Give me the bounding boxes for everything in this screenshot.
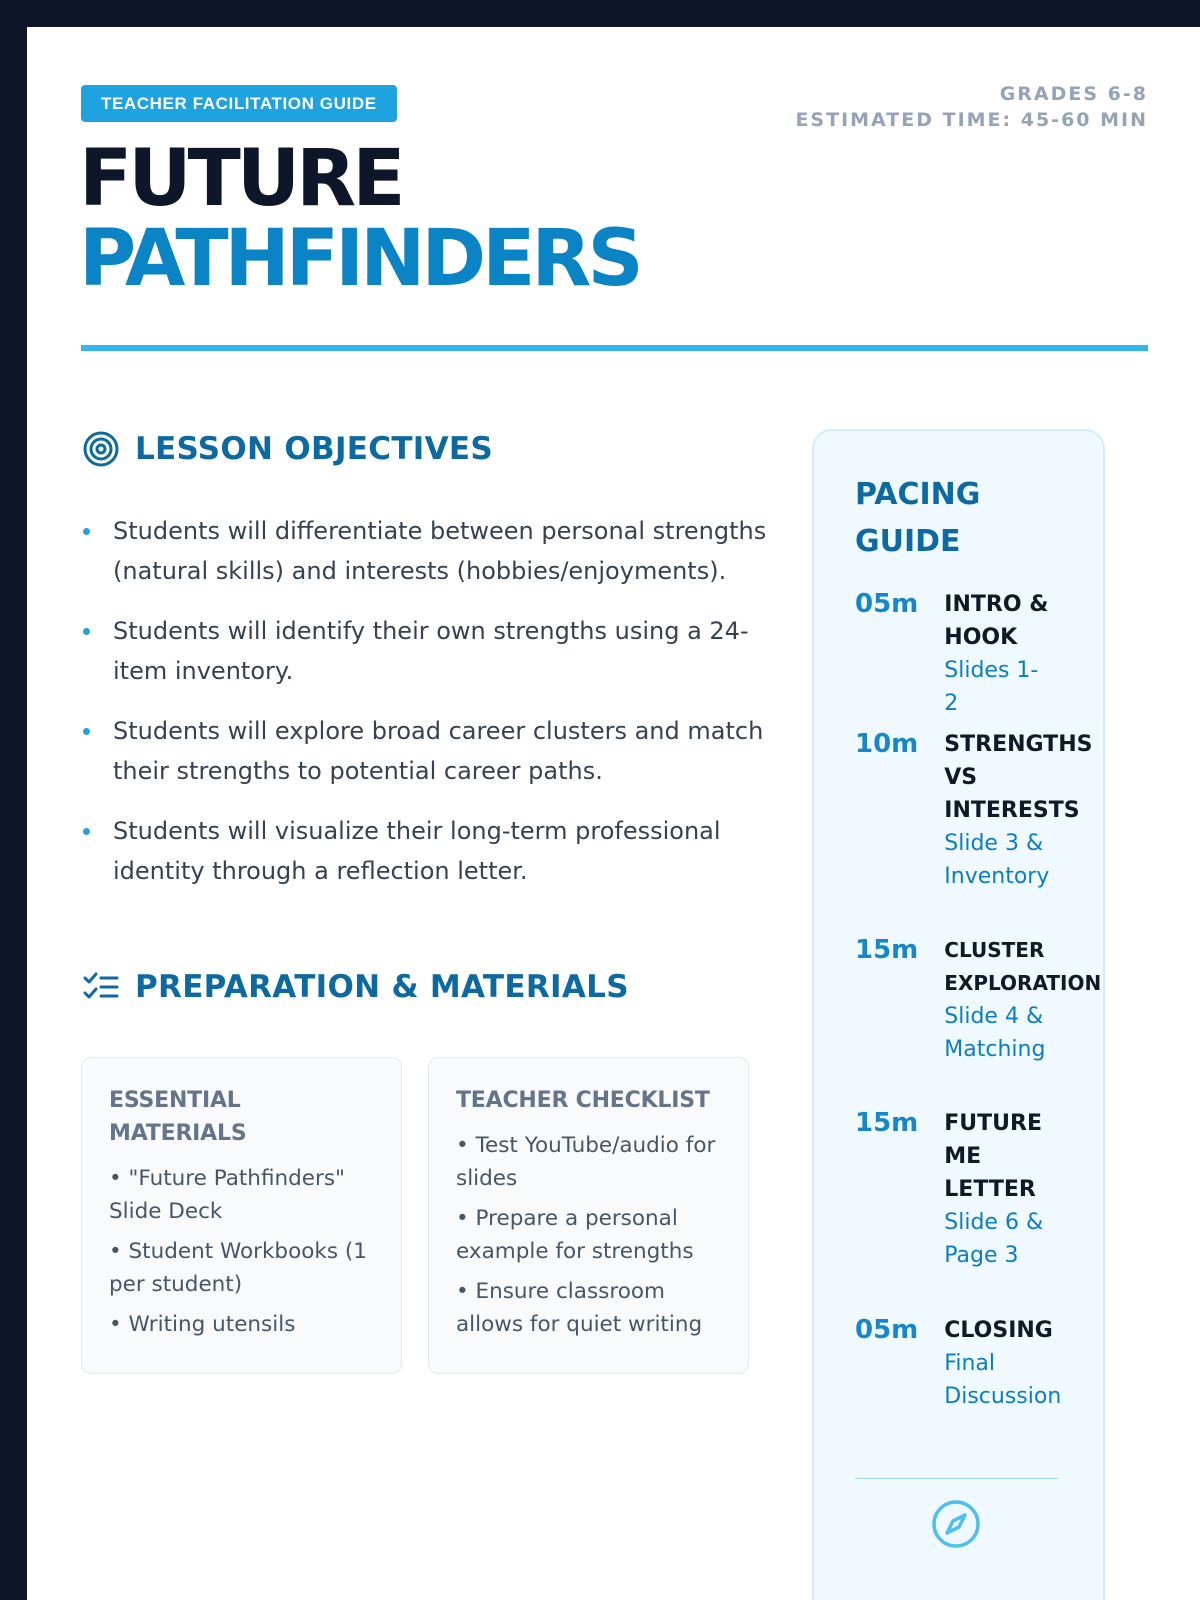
title-line-1: FUTURE (79, 134, 402, 224)
list-item: • Prepare a personal example for strengths (456, 1206, 694, 1264)
header-divider (81, 345, 1148, 351)
pacing-activity: INTRO & HOOK (944, 592, 1049, 650)
essential-materials-title: ESSENTIAL MATERIALS (109, 1088, 247, 1146)
compass-icon (930, 1498, 982, 1550)
pacing-item (855, 588, 1052, 720)
materials-heading-text: PREPARATION & MATERIALS (135, 969, 629, 1005)
pacing-item (855, 1314, 1072, 1413)
pacing-guide-panel (812, 429, 1105, 1600)
pacing-activity: CLOSING (944, 1318, 1053, 1343)
objectives-heading (81, 429, 493, 469)
target-icon (81, 429, 121, 469)
page-title (79, 134, 640, 304)
list-item: Students will explore broad career clusters and match their strengths to potential career paths. (81, 711, 771, 791)
pacing-activity: FUTURE ME LETTER (944, 1111, 1043, 1202)
pacing-time: 05m (855, 589, 919, 619)
pacing-time: 15m (855, 935, 919, 965)
list-item: Students will identify their own strengths using a 24-item inventory. (81, 611, 771, 691)
pacing-time: 05m (855, 1315, 919, 1345)
guide-page (27, 27, 1200, 1600)
pacing-slides: Slide 6 & Page 3 (944, 1210, 1044, 1268)
list-item: • Ensure classroom allows for quiet writing (456, 1279, 703, 1337)
guide-badge: TEACHER FACILITATION GUIDE (81, 85, 397, 122)
bullet-icon (83, 628, 90, 635)
pacing-item (855, 934, 1102, 1066)
title-line-2: PATHFINDERS (79, 214, 640, 304)
pacing-slides: Slide 3 & Inventory (944, 831, 1050, 889)
pacing-activity: STRENGTHS VS INTERESTS (944, 732, 1093, 823)
list-item: Students will differentiate between personal strengths (natural skills) and interests (hobbies/enjoyments). (81, 511, 771, 591)
objectives-list (81, 511, 771, 911)
grades-label: GRADES 6-8 (999, 83, 1148, 105)
pacing-item (855, 728, 1094, 893)
materials-heading (81, 967, 629, 1007)
bullet-icon (83, 828, 90, 835)
objectives-heading-text: LESSON OBJECTIVES (135, 431, 493, 467)
list-item: • Writing utensils (109, 1312, 296, 1337)
teacher-checklist-card (428, 1057, 749, 1374)
pacing-activity: CLUSTER EXPLORATION (944, 938, 1102, 995)
pacing-guide-heading: PACING GUIDE (855, 477, 981, 559)
essential-materials-card (81, 1057, 402, 1374)
list-item: • "Future Pathfinders" Slide Deck (109, 1166, 345, 1224)
list-item: • Student Workbooks (1 per student) (109, 1239, 367, 1297)
bullet-icon (83, 728, 90, 735)
pacing-slides: Slides 1-2 (944, 658, 1039, 716)
bullet-icon (83, 528, 90, 535)
pacing-time: 10m (855, 729, 919, 759)
checklist-icon (81, 967, 121, 1007)
pacing-item (855, 1107, 1044, 1272)
list-item: Students will visualize their long-term professional identity through a reflection letter. (81, 811, 771, 891)
pacing-slides: Slide 4 & Matching (944, 1004, 1046, 1062)
teacher-checklist-title: TEACHER CHECKLIST (456, 1088, 710, 1113)
pacing-time: 15m (855, 1108, 919, 1138)
lesson-meta (795, 81, 1148, 133)
estimated-time-label: ESTIMATED TIME: 45-60 MIN (795, 109, 1148, 131)
pacing-divider (855, 1478, 1058, 1479)
list-item: • Test YouTube/audio for slides (456, 1133, 716, 1191)
pacing-slides: Final Discussion (944, 1351, 1062, 1409)
